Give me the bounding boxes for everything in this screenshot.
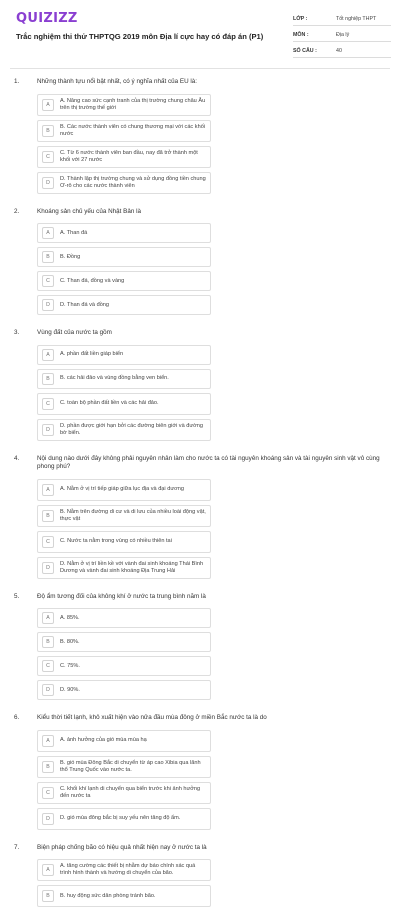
option-text: D. Nằm ở vị trí liền kề với vành đai sinh khoáng Thái Bình Dương và vành đai sinh khoáng Địa Trung Hải <box>60 561 206 575</box>
answer-option-b[interactable] <box>37 247 211 267</box>
answer-option-a[interactable] <box>37 859 211 881</box>
question-5 <box>0 593 400 701</box>
option-text: A. Than đá <box>60 230 87 237</box>
option-letter: C <box>42 275 54 287</box>
option-text: B. huy động sức dân phòng tránh bão. <box>60 893 156 900</box>
option-letter: D <box>42 177 54 189</box>
option-letter: D <box>42 562 54 574</box>
answer-option-a[interactable] <box>37 479 211 501</box>
option-text: A. phần đất liền giáp biển <box>60 351 123 358</box>
options <box>37 730 388 830</box>
option-text: C. 75%. <box>60 663 80 670</box>
answer-option-b[interactable] <box>37 120 211 142</box>
option-letter: D <box>42 813 54 825</box>
answer-option-c[interactable] <box>37 393 211 415</box>
question-header <box>14 455 388 472</box>
question-number: 4. <box>14 455 37 472</box>
option-letter: B <box>42 761 54 773</box>
page-header <box>0 0 400 68</box>
question-text: Vùng đất của nước ta gồm <box>37 329 388 338</box>
option-text: B. các hải đảo và vùng đồng bằng ven biển. <box>60 375 169 382</box>
answer-option-d[interactable] <box>37 419 211 441</box>
option-text: D. Than đá và đồng <box>60 302 109 309</box>
option-text: A. tăng cường các thiết bị nhằm dự báo chính xác quá trình hình thành và hướng di chuyển của bão. <box>60 863 206 877</box>
option-text: A. ảnh hưởng của gió mùa mùa hạ <box>60 737 147 744</box>
meta-info <box>293 12 391 60</box>
answer-option-c[interactable] <box>37 782 211 804</box>
question-number: 2. <box>14 208 37 217</box>
option-letter: A <box>42 349 54 361</box>
meta-value: Tốt nghiệp THPT <box>328 16 391 22</box>
option-text: A. Nâng cao sức cạnh tranh của thị trường chung châu Âu trên thị trường thế giới <box>60 98 206 112</box>
option-text: C. toàn bộ phần đất liền và các hải đảo. <box>60 400 159 407</box>
option-letter: C <box>42 660 54 672</box>
question-number: 5. <box>14 593 37 602</box>
option-text: B. Nằm trên đường di cư và di lưu của nhiều loài động vật, thực vật <box>60 509 206 523</box>
question-header <box>14 78 388 87</box>
option-text: B. 80%. <box>60 639 80 646</box>
options <box>37 479 388 579</box>
question-text: Độ ẩm tương đối của không khí ở nước ta trung bình năm là <box>37 593 388 602</box>
question-header <box>14 593 388 602</box>
question-number: 7. <box>14 844 37 853</box>
meta-class-row <box>293 12 391 26</box>
option-letter: D <box>42 684 54 696</box>
question-list <box>0 78 400 907</box>
question-text: Biện pháp chống bão có hiệu quả nhất hiện nay ở nước ta là <box>37 844 388 853</box>
option-text: D. phần được giới hạn bởi các đường biên giới và đường bờ biển. <box>60 423 206 437</box>
question-text: Nội dung nào dưới đây không phải nguyên nhân làm cho nước ta có tài nguyên khoáng sản và tài nguyên sinh vật vô cùng phong phú? <box>37 455 388 472</box>
question-number: 1. <box>14 78 37 87</box>
option-text: D. Thành lập thị trường chung và sử dụng đồng tiền chung Ơ-rô cho các nước thành viên <box>60 176 206 190</box>
option-letter: C <box>42 787 54 799</box>
meta-key: SỐ CÂU : <box>293 48 328 54</box>
option-text: B. gió mùa Đông Bắc di chuyển từ áp cao Xibia qua lãnh thổ Trung Quốc vào nước ta. <box>60 760 206 774</box>
meta-subject-row <box>293 28 391 42</box>
options <box>37 859 388 907</box>
question-header <box>14 714 388 723</box>
option-letter: B <box>42 373 54 385</box>
option-text: D. 90%. <box>60 687 80 694</box>
answer-option-b[interactable] <box>37 632 211 652</box>
option-text: A. Nằm ở vị trí tiếp giáp giữa lục địa và đại dương <box>60 486 184 493</box>
options <box>37 223 388 315</box>
option-letter: B <box>42 890 54 902</box>
option-letter: D <box>42 299 54 311</box>
question-header <box>14 208 388 217</box>
answer-option-c[interactable] <box>37 656 211 676</box>
answer-option-c[interactable] <box>37 271 211 291</box>
answer-option-d[interactable] <box>37 172 211 194</box>
answer-option-c[interactable] <box>37 531 211 553</box>
meta-value: 40 <box>328 48 391 54</box>
page-title: Trắc nghiệm thi thử THPTQG 2019 môn Địa lí cực hay có đáp án (P1) <box>16 32 284 41</box>
option-text: C. Than đá, đồng và vàng <box>60 278 124 285</box>
question-6 <box>0 714 400 830</box>
meta-value: Địa lý <box>328 32 391 38</box>
option-letter: D <box>42 424 54 436</box>
question-number: 6. <box>14 714 37 723</box>
meta-key: MÔN : <box>293 32 328 38</box>
options <box>37 608 388 700</box>
options <box>37 345 388 441</box>
option-letter: B <box>42 125 54 137</box>
question-text: Khoáng sản chủ yếu của Nhật Bản là <box>37 208 388 217</box>
option-text: A. 85%. <box>60 615 80 622</box>
options <box>37 94 388 194</box>
option-letter: C <box>42 151 54 163</box>
answer-option-d[interactable] <box>37 295 211 315</box>
answer-option-b[interactable] <box>37 369 211 389</box>
header-divider <box>10 68 390 69</box>
answer-option-a[interactable] <box>37 608 211 628</box>
option-letter: B <box>42 251 54 263</box>
option-letter: C <box>42 536 54 548</box>
question-number: 3. <box>14 329 37 338</box>
question-text: Những thành tựu nổi bật nhất, có ý nghĩa nhất của EU là: <box>37 78 388 87</box>
question-text: Kiểu thời tiết lạnh, khô xuất hiện vào nửa đầu mùa đông ở miền Bắc nước ta là do <box>37 714 388 723</box>
answer-option-b[interactable] <box>37 505 211 527</box>
answer-option-b[interactable] <box>37 885 211 907</box>
option-letter: A <box>42 864 54 876</box>
answer-option-d[interactable] <box>37 680 211 700</box>
answer-option-d[interactable] <box>37 808 211 830</box>
question-4 <box>0 455 400 579</box>
option-letter: A <box>42 735 54 747</box>
option-letter: A <box>42 99 54 111</box>
meta-count-row <box>293 44 391 58</box>
question-2 <box>0 208 400 316</box>
question-header <box>14 844 388 853</box>
option-letter: A <box>42 484 54 496</box>
answer-option-a[interactable] <box>37 730 211 752</box>
answer-option-a[interactable] <box>37 345 211 365</box>
question-1 <box>0 78 400 194</box>
answer-option-a[interactable] <box>37 94 211 116</box>
question-3 <box>0 329 400 441</box>
question-header <box>14 329 388 338</box>
option-text: C. khối khí lạnh di chuyển qua biển trước khi ảnh hưởng đến nước ta <box>60 786 206 800</box>
answer-option-d[interactable] <box>37 557 211 579</box>
answer-option-b[interactable] <box>37 756 211 778</box>
option-letter: B <box>42 636 54 648</box>
option-text: C. Từ 6 nước thành viên ban đầu, nay đã trở thành một khối với 27 nước <box>60 150 206 164</box>
option-text: C. Nước ta nằm trong vùng có nhiều thiên tai <box>60 538 172 545</box>
option-letter: C <box>42 398 54 410</box>
quizizz-logo: QUIZIZZ <box>16 11 78 26</box>
question-7 <box>0 844 400 907</box>
option-text: B. Đồng <box>60 254 80 261</box>
option-text: D. gió mùa đông bắc bị suy yếu nên tăng độ ẩm. <box>60 815 180 822</box>
meta-key: LỚP : <box>293 16 328 22</box>
answer-option-c[interactable] <box>37 146 211 168</box>
option-letter: A <box>42 227 54 239</box>
option-letter: B <box>42 510 54 522</box>
answer-option-a[interactable] <box>37 223 211 243</box>
option-letter: A <box>42 612 54 624</box>
option-text: B. Các nước thành viên có chung thương mại với các khối nước <box>60 124 206 138</box>
